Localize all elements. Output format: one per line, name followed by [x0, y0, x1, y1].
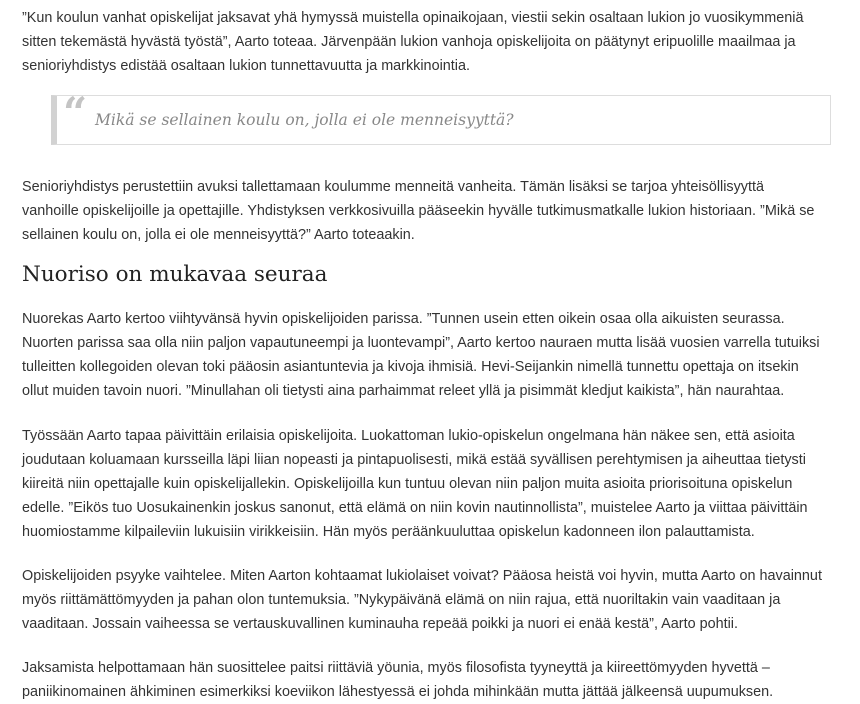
- text-line: paniikinomainen ähkiminen esimerkiksi koeviikon lähestyessä ei johda mihinkään mutta jättää jälkeensä uupumuksen.: [22, 684, 774, 700]
- text-line: ”Kun koulun vanhat opiskelijat jaksavat yhä hymyssä muistella opinaikojaan, viestii sekin osaltaan lukion jo vuosikymmeniä: [22, 10, 804, 26]
- text-line: huomiostamme kilpaileviin lukuisiin virikkeisiin. Hän myös peräänkuuluttaa opiskelun kadonneen ilon palauttamista.: [22, 524, 755, 540]
- pull-quote-text: Mikä se sellainen koulu on, jolla ei ole menneisyyttä?: [95, 111, 514, 129]
- text-line: kiireitä niin opettajalle kuin opiskelijallekin. Opiskelijoilla kun tuntuu olevan niin paljon muita asioita priorisoituna opiskelun: [22, 476, 793, 492]
- text-line: sellainen koulu on, jolla ei ole menneisyyttä?” Aarto toteaakin.: [22, 227, 415, 243]
- text-line: Nuorekas Aarto kertoo viihtyvänsä hyvin opiskelijoiden parissa. ”Tunnen usein etten oikein osaa olla aikuisten seurassa.: [22, 311, 785, 327]
- paragraph-psyche: [22, 564, 834, 636]
- text-line: myös riittämättömyyden ja pahan olon tuntemuksia. ”Nykypäivänä elämä on niin rajua, että nuoriltakin vain vaaditaan ja: [22, 592, 781, 608]
- quote-mark-icon: “: [63, 88, 88, 137]
- text-line: senioriyhdistys edistää osaltaan lukion tunnettavuutta ja markkinointia.: [22, 58, 470, 74]
- text-line: Opiskelijoiden psyyke vaihtelee. Miten Aarton kohtaamat lukiolaiset voivat? Pääosa heistä voi hyvin, mutta Aarto on havainnut: [22, 568, 822, 584]
- paragraph-senior-association: [22, 175, 834, 247]
- text-line: tulleitten kollegoiden olevan toki pääosin asiantuntevia ja kivoja ihmisiä. Hevi-Seijankin nimellä tunnettu opettaja on itsekin: [22, 359, 799, 375]
- text-line: ollut muiden tavoin nuori. ”Minullahan oli tietysti aina parhaimmat releet yllä ja pisimmät kledjut kaikista”, hän naurahtaa.: [22, 383, 785, 399]
- text-line: sitten tekemästä hyvästä työstä”, Aarto toteaa. Järvenpään lukion vanhoja opiskelijoita on päätynyt eripuolille maailmaa ja: [22, 34, 796, 50]
- pull-quote: [51, 88, 831, 145]
- text-line: joudutaan koluamaan kursseilla läpi liian nopeasti ja pintapuolisesti, mikä estää syvällisen perehtymisen ja aiheuttaa tietysti: [22, 452, 806, 468]
- paragraph-coping: [22, 656, 834, 704]
- section-heading: Nuoriso on mukavaa seuraa: [22, 262, 328, 287]
- text-line: Senioriyhdistys perustettiin avuksi tallettamaan koulumme menneitä vanheita. Tämän lisäksi se tarjoa yhteisöllisyyttä: [22, 179, 765, 195]
- text-line: Jaksamista helpottamaan hän suosittelee paitsi riittäviä yöunia, myös filosofista tyyneyttä ja kiireettömyyden hyvettä –: [22, 660, 770, 676]
- paragraph-alumni: [22, 6, 834, 78]
- text-line: vaaditaan. Jossain vaiheessa se vertauskuvallinen kuminauha repeää poikki ja nuori ei enää kestä”, Aarto pohtii.: [22, 616, 738, 632]
- text-line: edelle. ”Eikös tuo Uosukainenkin joskus sanonut, että elämä on niin kovin nautinnollista”, muistelee Aarto ja viittaa päivittäin: [22, 500, 808, 516]
- paragraph-youth: [22, 307, 834, 403]
- text-line: Nuorten parissa saa olla niin paljon vapautuneempi ja luontevampi”, Aarto kertoo nauraen mutta lisää vuosien varrella tutuiksi: [22, 335, 820, 351]
- text-line: Työssään Aarto tapaa päivittäin erilaisia opiskelijoita. Luokattoman lukio-opiskelun ongelmana hän näkee sen, että asioita: [22, 428, 795, 444]
- paragraph-work: [22, 424, 834, 544]
- text-line: vanhoille opiskelijoille ja opettajille. Yhdistyksen verkkosivuilla pääseekin hyvälle tutkimusmatkalle lukion historiaan. ”Mikä se: [22, 203, 815, 219]
